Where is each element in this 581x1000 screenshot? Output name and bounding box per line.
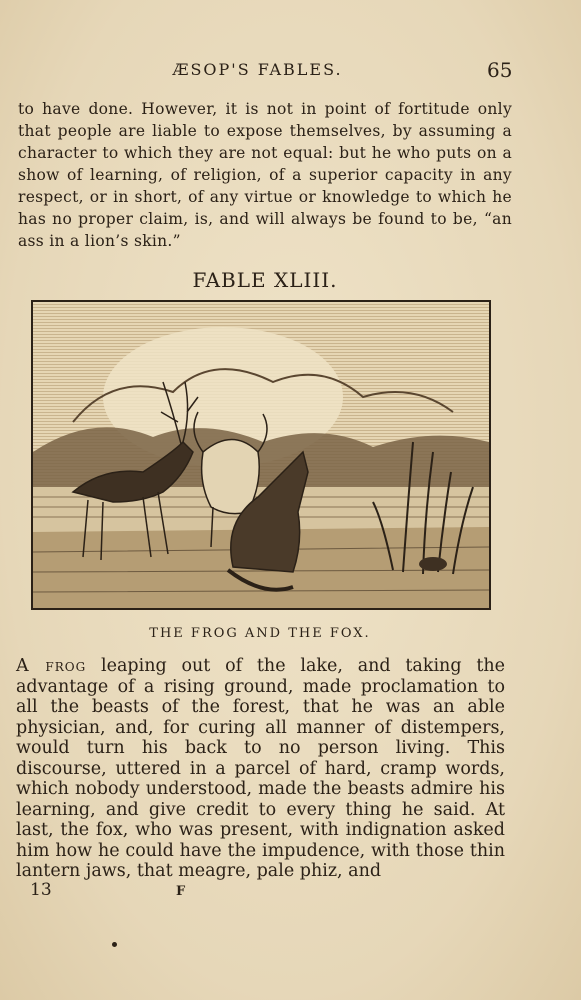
frog-figure: [419, 557, 447, 571]
illustration-caption: THE FROG AND THE FOX.: [149, 626, 371, 641]
ink-speck: [112, 942, 117, 947]
sheet-number: 13: [30, 880, 52, 900]
fable-opening-words: A frog: [16, 656, 87, 676]
running-head-title: ÆSOP'S FABLES.: [172, 60, 343, 79]
woodcut-illustration: [31, 300, 491, 610]
page-number: 65: [487, 58, 513, 82]
continued-paragraph: to have done. However, it is not in point of fortitude only that people are liable to expose themselves, by assuming a character to which they are not equal: but he who puts on a show of learning, of religion, of a superior capacity in any respect, or in short, of any virtue or knowledge to which he has no proper claim, is, and will always be found to be, “an ass in a lion’s skin.”: [18, 100, 512, 250]
signature-mark: F: [176, 884, 186, 899]
fable-title: FABLE XLIII.: [192, 268, 338, 292]
fable-text: leaping out of the lake, and taking the advantage of a rising ground, made proclamation to all the beasts of the forest, that he was an able physician, and, for curing all manner of distempers, would turn his back to no person living. This discourse, uttered in a parcel of hard, cramp words, which nobody understood, made the beasts admire his learning, and give credit to every thing he said. At last, the fox, who was present, with indignation asked him how he could have the impudence, with those thin lantern jaws, that meagre, pale phiz, and: [16, 656, 505, 881]
woodcut-scene: [33, 302, 489, 608]
fable-body: [16, 656, 505, 882]
